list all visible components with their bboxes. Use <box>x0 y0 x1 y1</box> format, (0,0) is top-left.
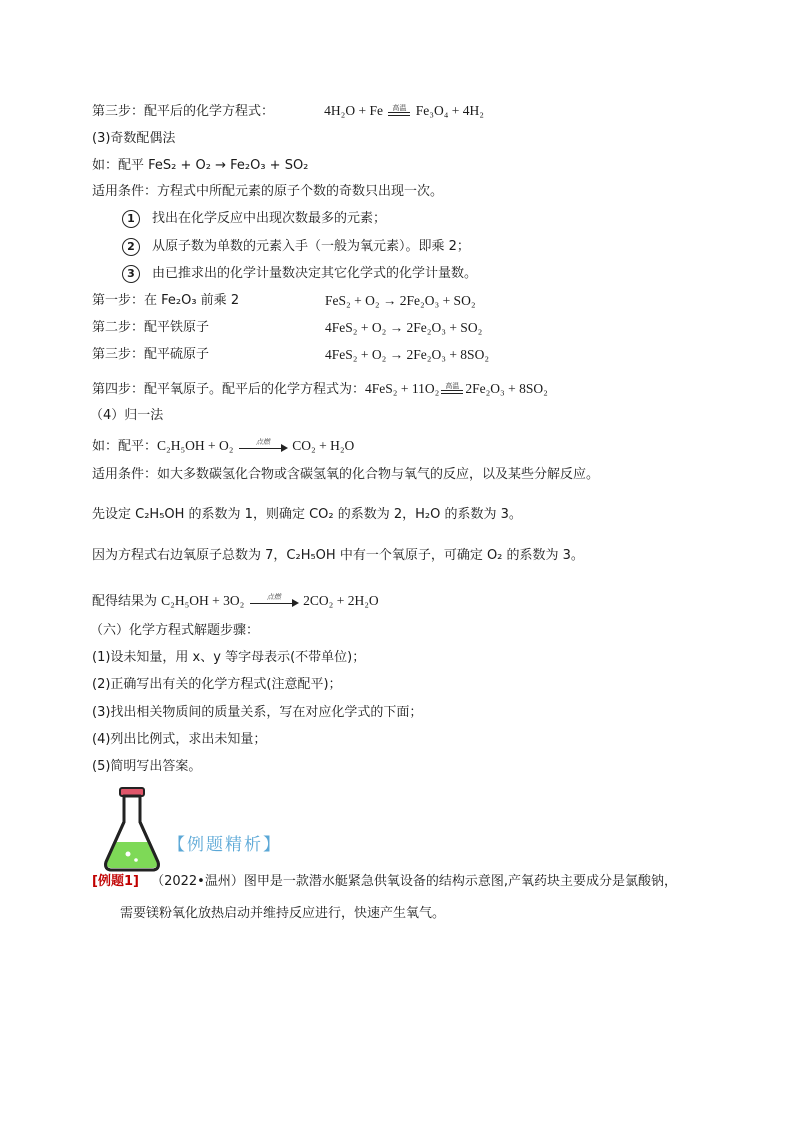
sec6-step: (2)正确写出有关的化学方程式(注意配平)； <box>92 677 342 692</box>
sec3-title: (3)奇数配偶法 <box>92 131 176 146</box>
sec4-para-2: 因为方程式右边氧原子总数为 7，C₂H₅OH 中有一个氧原子，可确定 O₂ 的系数为 3。 <box>92 548 584 563</box>
balance-step-3: 第三步：配平硫原子 4FeS₂ + O₂ → 2Fe₂O₃ + 8SO₂ <box>92 347 490 362</box>
number-circle-icon: 1 <box>122 210 140 228</box>
reaction-arrow-icon: 点燃 <box>248 595 300 609</box>
sec6-step: (5)简明写出答案。 <box>92 759 202 774</box>
sec4-para-1: 先设定 C₂H₅OH 的系数为 1，则确定 CO₂ 的系数为 2，H₂O 的系数为 3。 <box>92 507 522 522</box>
section-heading: 【例题精析】 <box>168 835 282 855</box>
example-tag: [例题1] <box>92 874 139 889</box>
step3-line <box>92 102 484 121</box>
sec3-step-3: 3 由已推求出的化学计量数决定其它化学式的化学计量数。 <box>122 265 477 283</box>
sec6-title: （六）化学方程式解题步骤： <box>90 623 260 638</box>
condition-arrow: 高温 <box>386 105 412 119</box>
balance-step-2: 第二步：配平铁原子 4FeS₂ + O₂ → 2Fe₂O₃ + SO₂ <box>92 320 483 335</box>
sec3-step-1: 1 找出在化学反应中出现次数最多的元素； <box>122 210 386 228</box>
step3-eq-left: 4H₂O + Fe <box>324 103 383 118</box>
step4-line: 第四步：配平氧原子。配平后的化学方程式为：4FeS₂ + 11O₂ 高温 2Fe₂O₃ + 8SO₂ <box>92 381 548 397</box>
sec4-result: 配得结果为 C₂H₅OH + 3O₂ 点燃 2CO₂ + 2H₂O <box>92 592 379 609</box>
condition-arrow: 高温 <box>439 383 465 397</box>
sec4-title: （4）归一法 <box>90 408 164 423</box>
sec6-step: (1)设未知量，用 x、y 等字母表示(不带单位)； <box>92 650 366 665</box>
step3-eq-right: Fe₃O₄ + 4H₂ <box>415 103 484 118</box>
flask-icon <box>100 786 164 876</box>
example1-line2: 需要镁粉氧化放热启动并维持反应进行，快速产生氧气。 <box>120 906 446 921</box>
reaction-arrow-icon: 点燃 <box>237 440 289 454</box>
step3-title: 第三步：配平后的化学方程式： <box>92 104 275 119</box>
sec4-example: 如：配平：C₂H₅OH + O₂ 点燃 CO₂ + H₂O <box>92 437 355 454</box>
sec6-step: (4)列出比例式，求出未知量； <box>92 732 267 747</box>
sec3-condition: 适用条件：方程式中所配元素的原子个数的奇数只出现一次。 <box>92 184 444 199</box>
sec6-step: (3)找出相关物质间的质量关系，写在对应化学式的下面； <box>92 705 423 720</box>
number-circle-icon: 3 <box>122 265 140 283</box>
sec3-example: 如：配平 FeS₂ + O₂ → Fe₂O₃ + SO₂ <box>92 158 309 173</box>
sec4-condition: 适用条件：如大多数碳氢化合物或含碳氢氧的化合物与氧气的反应，以及某些分解反应。 <box>92 467 600 482</box>
sec3-step-2: 2 从原子数为单数的元素入手（一般为氧元素）。即乘 2； <box>122 238 470 256</box>
example1-line1: [例题1] （2022•温州）图甲是一款潜水艇紧急供氧设备的结构示意图,产氧药块主要成分是氯酸钠， <box>92 874 677 889</box>
balance-step-1: 第一步：在 Fe₂O₃ 前乘 2 FeS₂ + O₂ → 2Fe₂O₃ + SO₂ <box>92 293 476 308</box>
number-circle-icon: 2 <box>122 238 140 256</box>
